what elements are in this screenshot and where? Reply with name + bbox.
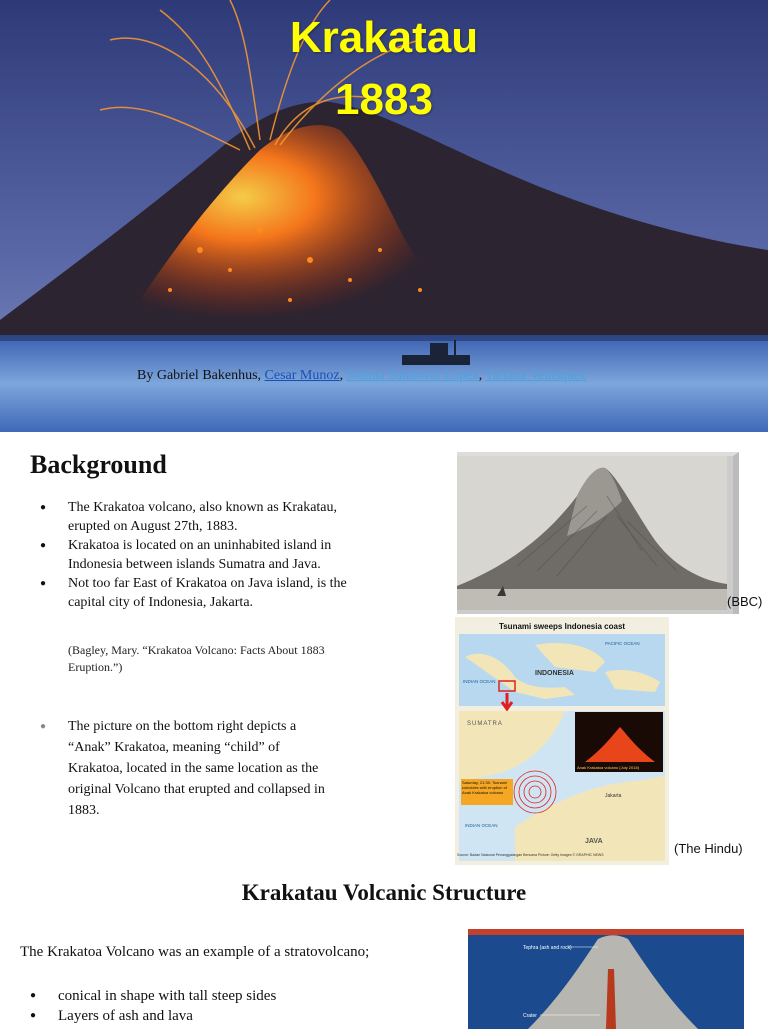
list-item: ● Layers of ash and lava: [30, 1006, 360, 1026]
svg-text:Crater: Crater: [523, 1013, 537, 1019]
svg-text:INDIAN OCEAN: INDIAN OCEAN: [463, 679, 496, 684]
author-link-cesar[interactable]: Cesar Munoz: [264, 368, 340, 383]
list-item: ● The Krakatoa volcano, also known as Krakatau, erupted on August 27th, 1883.: [40, 498, 350, 536]
hindu-credit: (The Hindu): [674, 841, 743, 856]
structure-bullet-list: [30, 986, 360, 1026]
author-link-2[interactable]: Joshua Sandoval Lopez: [346, 368, 479, 383]
list-item: ● Krakatoa is located on an uninhabited island in Indonesia between islands Sumatra and Java.: [40, 536, 350, 574]
svg-text:PACIFIC OCEAN: PACIFIC OCEAN: [605, 641, 640, 646]
background-heading: Background: [30, 450, 167, 479]
svg-text:Anak Krakatoa volcano (July 20: Anak Krakatoa volcano (July 2018): [577, 765, 640, 770]
svg-text:Tephra (ash and rock): Tephra (ash and rock): [523, 945, 572, 951]
list-item: ● The picture on the bottom right depicts a “Anak” Krakatoa, meaning “child” of Krakatoa, located in the same location as the original Volcano that erupted and collapsed in 1883.: [40, 716, 330, 821]
background-bullet-list: [40, 498, 350, 612]
svg-text:INDONESIA: INDONESIA: [535, 670, 574, 677]
stratovolcano-diagram: [468, 929, 744, 1029]
svg-text:JAVA: JAVA: [585, 838, 603, 845]
list-item: ● conical in shape with tall steep sides: [30, 986, 360, 1006]
krakatoa-engraving-image: [457, 452, 739, 614]
bbc-credit: (BBC): [727, 594, 763, 609]
anak-bullet-list: [40, 716, 330, 821]
svg-text:INDIAN OCEAN: INDIAN OCEAN: [465, 823, 498, 828]
structure-intro: The Krakatoa Volcano was an example of a stratovolcano;: [20, 944, 370, 960]
byline-sep-1: ,: [339, 368, 347, 383]
list-item: ● Not too far East of Krakatoa on Java island, is the capital city of Indonesia, Jakarta.: [40, 574, 350, 612]
author-byline: [137, 368, 587, 384]
tsunami-map-image: Tsunami sweeps Indonesia coast INDONESIA INDIAN OCEAN PACIFIC OCEAN SUMATRA JAVA INDIAN OCEAN Jakarta Anak Krakatoa volcano (July 2018) Saturday, 21:30: Tsunami coincides with eruption of Anak Krakatoa volcano Source: Badan Nasional Penanggulangan Bencana Picture: Getty Images © GRAPHIC NEWS: [455, 617, 669, 865]
structure-heading: Krakatau Volcanic Structure: [241, 880, 527, 905]
author-link-3[interactable]: Tatiana Velasquez: [485, 368, 587, 383]
svg-text:Jakarta: Jakarta: [605, 793, 622, 799]
byline-sep-2: ,: [478, 368, 486, 383]
title-line-1: Krakatau: [289, 13, 479, 62]
citation-text: (Bagley, Mary. “Krakatoa Volcano: Facts About 1883 Eruption.”): [68, 643, 325, 674]
byline-prefix: By Gabriel Bakenhus,: [137, 368, 265, 383]
svg-text:SUMATRA: SUMATRA: [467, 721, 503, 727]
title-line-2: 1883: [335, 75, 433, 124]
hero-banner: [0, 0, 768, 432]
map-title: Tsunami sweeps Indonesia coast: [498, 622, 626, 631]
